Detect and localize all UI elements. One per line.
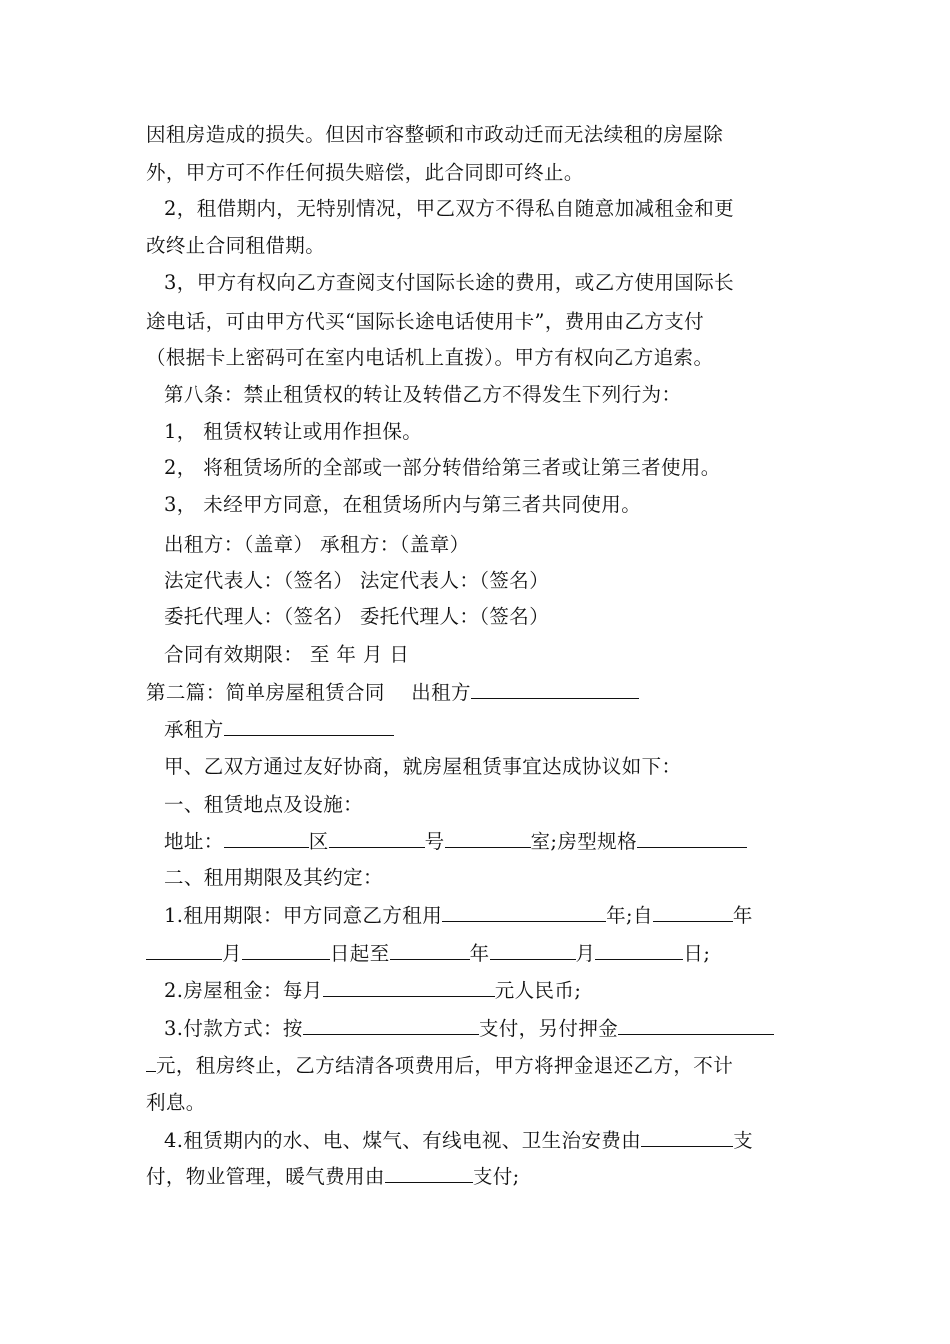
paragraph-line: 外，甲方可不作任何损失赔偿，此合同即可终止。: [146, 161, 584, 184]
part2-title: 第二篇：简单房屋租赁合同: [146, 681, 385, 704]
payment-method-blank: [303, 1015, 479, 1035]
rent-blank: [323, 977, 495, 997]
rent-label: 2.房屋租金：每月: [164, 979, 323, 1002]
payment-line-2: [146, 1052, 733, 1079]
end-day-blank: [595, 940, 683, 960]
signature-agents: 委托代理人：（签名） 委托代理人：（签名）: [164, 605, 550, 628]
part2-title-line: [146, 679, 639, 706]
intro: 甲、乙双方通过友好协商，就房屋租赁事宜达成协议如下：: [164, 755, 682, 778]
number-blank: [445, 828, 531, 848]
contract-validity: 合同有效期限： 至 年 月 日: [164, 643, 410, 666]
term-line-2: [146, 940, 710, 967]
signature-parties: 出租方：（盖章） 承租方：（盖章）: [164, 533, 470, 556]
term-label: 1.租用期限：甲方同意乙方租用: [164, 904, 443, 927]
address-label: 地址：: [164, 830, 224, 853]
article-8-heading: 第八条：禁止租赁权的转让及转借乙方不得发生下列行为：: [164, 383, 682, 406]
utilities-line-2: [146, 1163, 520, 1190]
address-blank: [224, 828, 309, 848]
end-year-blank: [390, 940, 470, 960]
term-year-from: 年;自: [606, 904, 653, 927]
start-day-blank: [242, 940, 330, 960]
payment-line-1: [164, 1015, 774, 1042]
number-label: 号: [424, 830, 445, 853]
paragraph-line: 因租房造成的损失。但因市容整顿和市政动迁而无法续租的房屋除: [146, 123, 724, 146]
district-label: 区: [308, 830, 329, 853]
day-from-label: 日起至: [329, 942, 390, 965]
deposit-terms: 元，租房终止，乙方结清各项费用后，甲方将押金退还乙方，不计: [156, 1054, 734, 1077]
month-label: 月: [222, 942, 242, 965]
utilities-pay: 支: [733, 1129, 754, 1152]
article-8-item-2: 2， 将租赁场所的全部或一部分转借给第三者或让第三者使用。: [164, 456, 721, 479]
rent-line: [164, 977, 581, 1004]
end-year-label: 年: [469, 942, 490, 965]
clause-3: 3，甲方有权向乙方查阅支付国际长途的费用，或乙方使用国际长: [164, 271, 735, 294]
deposit-label: 支付，另付押金: [478, 1017, 619, 1040]
property-fee-blank: [385, 1163, 473, 1183]
article-8-item-3: 3， 未经甲方同意，在租赁场所内与第三者共同使用。: [164, 493, 642, 516]
utilities-line-1: [164, 1127, 753, 1154]
term-blank: [442, 902, 606, 922]
article-8-item-1: 1， 租赁权转让或用作担保。: [164, 420, 423, 443]
utilities-label: 4.租赁期内的水、电、煤气、有线电视、卫生治安费由: [164, 1129, 642, 1152]
property-fee-pay: 支付;: [472, 1165, 520, 1188]
clause-2: 2，租借期内，无特别情况，甲乙双方不得私自随意加减租金和更: [164, 197, 735, 220]
signature-legal-reps: 法定代表人：（签名） 法定代表人：（签名）: [164, 569, 550, 592]
start-month-blank: [146, 940, 222, 960]
lessor-label: 出租方: [411, 681, 471, 704]
payment-label: 3.付款方式：按: [164, 1017, 303, 1040]
deposit-blank-cont: [146, 1052, 156, 1072]
term-line-1: [164, 902, 753, 929]
lessee-label: 承租方: [164, 718, 224, 741]
lessee-blank: [224, 716, 394, 736]
start-year-blank: [653, 902, 733, 922]
end-day-label: 日;: [683, 942, 711, 965]
end-month-blank: [490, 940, 576, 960]
paragraph-line: 途电话，可由甲方代买“国际长途电话使用卡”，费用由乙方支付: [146, 310, 705, 333]
property-fee-label: 付，物业管理，暖气费用由: [146, 1165, 385, 1188]
end-month-label: 月: [575, 942, 596, 965]
payment-line-3: 利息。: [146, 1091, 206, 1114]
lessor-blank: [471, 679, 639, 699]
term-year-label: 年: [732, 904, 753, 927]
utilities-payer-blank: [641, 1127, 733, 1147]
room-type-blank: [637, 828, 747, 848]
district-blank: [329, 828, 425, 848]
address-line: [164, 828, 747, 855]
room-label: 室;房型规格: [530, 830, 637, 853]
rent-unit: 元人民币;: [494, 979, 582, 1002]
paragraph-line: 改终止合同租借期。: [146, 234, 326, 257]
section-1-heading: 一、租赁地点及设施：: [164, 793, 364, 816]
section-2-heading: 二、租用期限及其约定：: [164, 866, 383, 889]
lessee-line: [164, 716, 394, 743]
paragraph-line: （根据卡上密码可在室内电话机上直拨）。甲方有权向乙方追索。: [146, 346, 714, 369]
deposit-blank: [618, 1015, 774, 1035]
